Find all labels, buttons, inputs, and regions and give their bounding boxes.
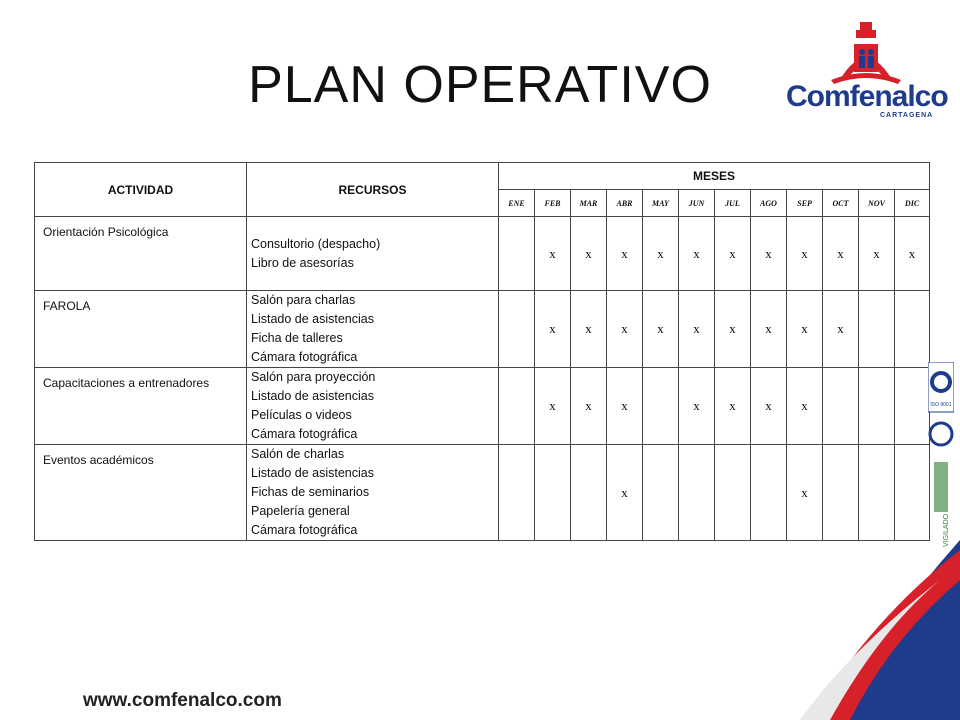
brand-name: Comfenalco <box>786 80 948 113</box>
month-nov: NOV <box>859 190 895 217</box>
month-mark-abr: x <box>607 217 643 291</box>
svg-text:ISO 9001: ISO 9001 <box>930 402 952 408</box>
resources-cell <box>247 368 499 445</box>
month-mark-ago <box>751 445 787 541</box>
resource-item: Listado de asistencias <box>251 466 374 480</box>
month-mark-sep: x <box>787 217 823 291</box>
resource-item: Consultorio (despacho) <box>251 236 381 251</box>
month-mark-oct: x <box>823 217 859 291</box>
month-mark-mar: x <box>571 368 607 445</box>
month-mark-nov <box>859 368 895 445</box>
month-mark-abr: x <box>607 368 643 445</box>
resource-item: Salón para charlas <box>251 293 356 307</box>
month-mark-dic <box>895 368 930 445</box>
month-mark-sep: x <box>787 291 823 368</box>
activity-cell: Eventos académicos <box>35 445 247 541</box>
activity-cell: FAROLA <box>35 291 247 368</box>
month-mark-may: x <box>643 291 679 368</box>
header-months: MESES <box>499 163 930 190</box>
resources-cell <box>247 291 499 368</box>
month-mark-jun: x <box>679 368 715 445</box>
month-mark-dic: x <box>895 217 930 291</box>
activity-cell: Capacitaciones a entrenadores <box>35 368 247 445</box>
brand-city: CARTAGENA <box>880 112 934 119</box>
month-mark-feb: x <box>535 291 571 368</box>
month-mark-ene <box>499 217 535 291</box>
month-mark-nov <box>859 445 895 541</box>
month-dic: DIC <box>895 190 930 217</box>
month-mark-abr: x <box>607 291 643 368</box>
resources-cell <box>247 217 499 291</box>
vigilado-label: VIGILADO <box>943 513 950 547</box>
month-mark-sep: x <box>787 368 823 445</box>
table-row <box>35 445 930 541</box>
resource-item: Listado de asistencias <box>251 389 374 403</box>
month-mark-feb: x <box>535 217 571 291</box>
month-jul: JUL <box>715 190 751 217</box>
month-jun: JUN <box>679 190 715 217</box>
page-curl-decoration <box>790 540 960 720</box>
month-mark-jul <box>715 445 751 541</box>
resources-cell <box>247 445 499 541</box>
month-mark-mar: x <box>571 217 607 291</box>
month-mark-ago: x <box>751 368 787 445</box>
month-feb: FEB <box>535 190 571 217</box>
certification-strip <box>928 362 954 552</box>
header-activity: ACTIVIDAD <box>35 163 247 217</box>
month-mark-jul: x <box>715 291 751 368</box>
month-mark-jun <box>679 445 715 541</box>
resource-item: Cámara fotográfica <box>251 523 358 537</box>
month-mark-feb <box>535 445 571 541</box>
month-mark-may <box>643 368 679 445</box>
resource-item: Cámara fotográfica <box>251 350 358 364</box>
month-mark-jul: x <box>715 217 751 291</box>
slide-title: PLAN OPERATIVO <box>248 56 712 114</box>
month-sep: SEP <box>787 190 823 217</box>
table-row <box>35 368 930 445</box>
month-may: MAY <box>643 190 679 217</box>
month-mark-jun: x <box>679 217 715 291</box>
month-mark-oct <box>823 368 859 445</box>
month-mark-mar <box>571 445 607 541</box>
activity-cell: Orientación Psicológica <box>35 217 247 291</box>
resource-item: Salón de charlas <box>251 447 345 461</box>
month-mark-dic <box>895 445 930 541</box>
month-mark-nov: x <box>859 217 895 291</box>
month-mark-abr: x <box>607 445 643 541</box>
month-mark-ene <box>499 291 535 368</box>
resource-item: Cámara fotográfica <box>251 427 358 441</box>
month-mark-jul: x <box>715 368 751 445</box>
month-abr: ABR <box>607 190 643 217</box>
plan-table <box>34 162 930 541</box>
website-link[interactable]: www.comfenalco.com <box>83 690 282 711</box>
month-ene: ENE <box>499 190 535 217</box>
resource-item: Listado de asistencias <box>251 312 374 326</box>
month-mark-ene <box>499 445 535 541</box>
header-resources: RECURSOS <box>247 163 499 217</box>
resource-item: Salón para proyección <box>251 370 376 384</box>
resource-item: Fichas de seminarios <box>251 485 370 499</box>
month-mark-ago: x <box>751 291 787 368</box>
month-mark-feb: x <box>535 368 571 445</box>
month-mark-may <box>643 445 679 541</box>
month-mark-mar: x <box>571 291 607 368</box>
table-row <box>35 217 930 291</box>
resource-item: Ficha de talleres <box>251 331 343 345</box>
month-mark-ene <box>499 368 535 445</box>
month-mark-ago: x <box>751 217 787 291</box>
table-row <box>35 291 930 368</box>
month-oct: OCT <box>823 190 859 217</box>
month-mark-oct: x <box>823 291 859 368</box>
resource-item: Películas o videos <box>251 408 352 422</box>
month-mark-sep: x <box>787 445 823 541</box>
month-mark-dic <box>895 291 930 368</box>
castle-icon <box>831 22 901 84</box>
month-mark-oct <box>823 445 859 541</box>
month-mark-may: x <box>643 217 679 291</box>
month-mar: MAR <box>571 190 607 217</box>
month-ago: AGO <box>751 190 787 217</box>
month-mark-nov <box>859 291 895 368</box>
resource-item: Papelería general <box>251 504 350 518</box>
resource-item: Libro de asesorías <box>251 255 354 270</box>
month-mark-jun: x <box>679 291 715 368</box>
